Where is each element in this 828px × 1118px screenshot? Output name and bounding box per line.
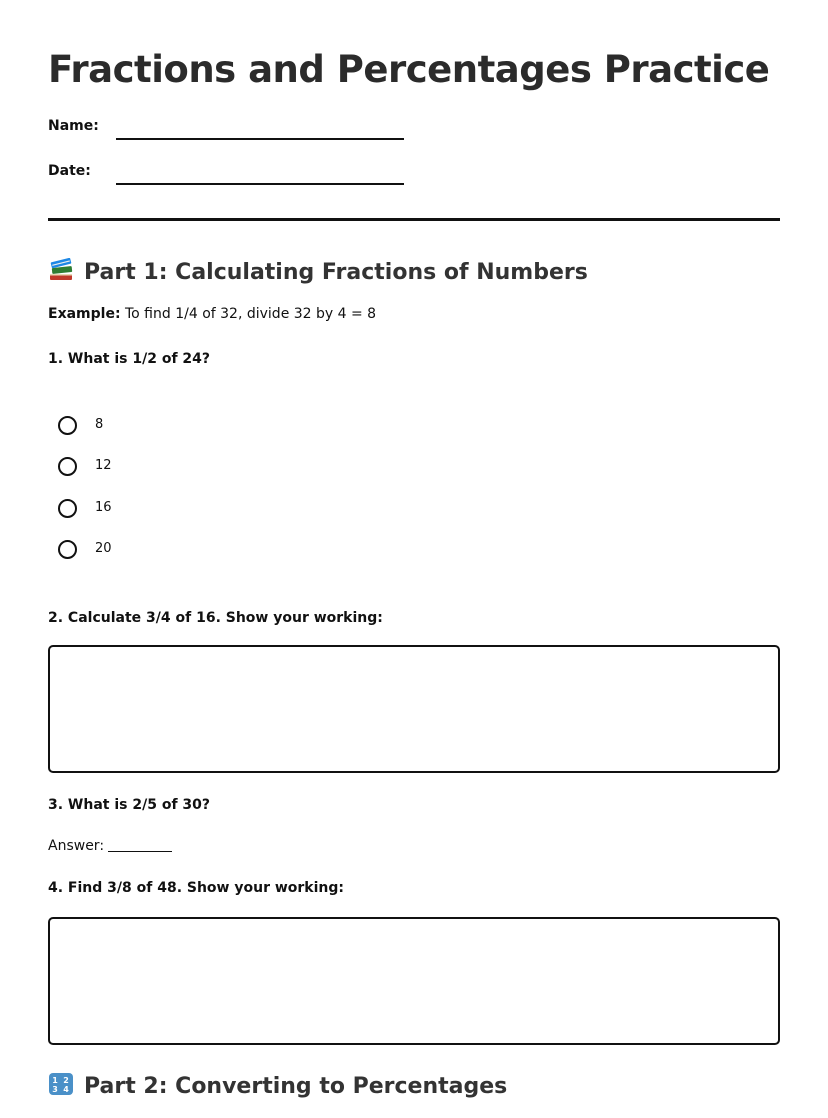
question-2: 2. Calculate 3/4 of 16. Show your working:: [48, 610, 383, 626]
header-divider: [48, 218, 780, 221]
radio-button[interactable]: [58, 416, 77, 435]
radio-button[interactable]: [58, 540, 77, 559]
part1-title: Part 1: Calculating Fractions of Numbers: [84, 260, 588, 285]
date-input-line[interactable]: [116, 183, 404, 185]
question-4: 4. Find 3/8 of 48. Show your working:: [48, 880, 345, 896]
name-label: Name:: [48, 118, 99, 134]
q3-answer-line: [48, 838, 172, 854]
option-label: 12: [95, 458, 112, 473]
part2-heading: [48, 1072, 507, 1099]
answer-label: Answer:: [48, 838, 105, 854]
svg-text:2: 2: [63, 1076, 69, 1085]
numbers-1234-icon: [48, 1072, 74, 1096]
books-icon: [48, 258, 74, 282]
svg-text:4: 4: [63, 1085, 69, 1094]
example-label: Example:: [48, 306, 121, 322]
option-label: 8: [95, 417, 104, 432]
question-3: 3. What is 2/5 of 30?: [48, 797, 211, 813]
radio-button[interactable]: [58, 457, 77, 476]
svg-text:3: 3: [52, 1085, 58, 1094]
part2-title: Part 2: Converting to Percentages: [84, 1074, 508, 1099]
name-input-line[interactable]: [116, 138, 404, 140]
example-text: To find 1/4 of 32, divide 32 by 4 = 8: [120, 306, 377, 322]
svg-text:1: 1: [52, 1076, 58, 1085]
date-label: Date:: [48, 163, 91, 179]
question-1: 1. What is 1/2 of 24?: [48, 351, 211, 367]
option-label: 16: [95, 500, 112, 515]
radio-button[interactable]: [58, 499, 77, 518]
q2-working-box[interactable]: [48, 645, 780, 773]
part1-heading: [48, 258, 588, 285]
q4-working-box[interactable]: [48, 917, 780, 1045]
page-title: Fractions and Percentages Practice: [48, 48, 770, 91]
option-label: 20: [95, 541, 112, 556]
example-line: [48, 306, 376, 322]
answer-blank[interactable]: [108, 851, 172, 852]
